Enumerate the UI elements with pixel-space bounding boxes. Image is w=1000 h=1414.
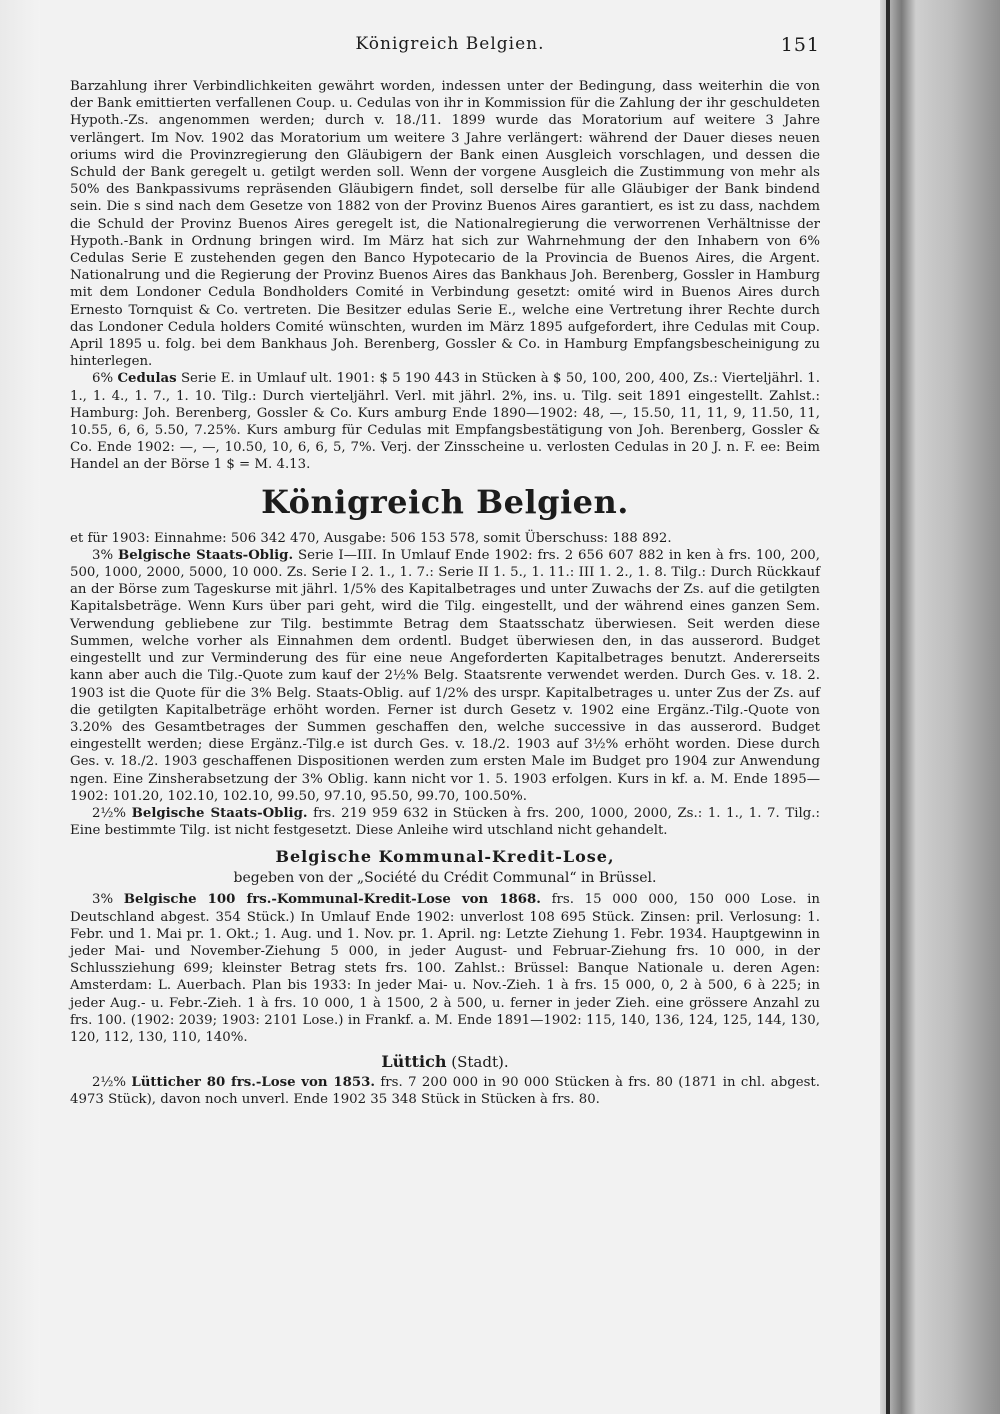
page-gutter <box>0 0 40 1414</box>
running-title: Königreich Belgien. <box>355 34 545 54</box>
argentina-cedulas-entry: 6% Cedulas Serie E. in Umlauf ult. 1901: $ 5 190 443 in Stücken à $ 50, 100, 200, 400, Zs.: Vierteljährl. 1. 1., 1. 4., 1. 7., 1. 10. Tilg.: Durch vierteljährl. Verl. mit jährl. 2%, ins. u. Tilg. seit 1891 eingestellt. Zahlst.: Hamburg: Joh. Berenberg, Gossler & Co. Kurs amburg Ende 1890—1902: 48, —, 15.50, 11, 11, 9, 11.50, 11, 10.55, 6, 6, 5.50, 7.25%. Kurs amburg für Cedulas mit Empfangsbestätigung von Joh. Berenberg, Gossler & Co. Ende 1902: —, —, 10.50, 10, 6, 6, 5, 7%. Verj. der Zinsscheine u. verlosten Cedulas in 20 J. n. F. ee: Beim Handel an der Börse 1 $ = M. 4.13. <box>70 371 820 473</box>
text-column <box>70 78 820 1109</box>
running-header <box>80 34 820 64</box>
entry-title: Belgische 100 frs.-Kommunal-Kredit-Lose von 1868. <box>123 892 541 908</box>
book-edge <box>880 0 1000 1414</box>
kommunal-lose-entry: 3% Belgische 100 frs.-Kommunal-Kredit-Lose von 1868. frs. 15 000 000, 150 000 Lose. in Deutschland abgest. 354 Stück.) In Umlauf Ende 1902: unverlost 108 695 Stück. Zinsen: pril. Verlosung: 1. Febr. und 1. Mai pr. 1. Okt.; 1. Aug. und 1. Nov. pr. 1. April. ng: Letzte Ziehung 1. Febr. 1934. Hauptgewinn in jeder Mai- und November-Ziehung 5 000, in jeder August- und Februar-Ziehung frs. 10 000, in der Schlussziehung 699; kleinster Betrag stets frs. 100. Zahlst.: Brüssel: Banque Nationale u. deren Agen: Amsterdam: L. Auerbach. Plan bis 1933: In jeder Mai- u. Nov.-Zieh. 1 à frs. 15 000, 0, 2 à 500, 6 à 225; in jeder Aug.- u. Febr.-Zieh. 1 à frs. 10 000, 1 à 1500, 2 à 500, u. ferner in jeder Zieh. eine grössere Anzahl zu frs. 100. (1902: 2039; 1903: 2101 Lose.) in Frankf. a. M. Ende 1891—1902: 115, 140, 136, 124, 125, 144, 130, 120, 112, 130, 110, 140%. <box>70 892 820 1045</box>
entry-title: Cedulas <box>117 371 177 387</box>
section-subheading: begeben von der „Société du Crédit Communal“ in Brüssel. <box>233 870 657 887</box>
luettich-lose-entry: 2½% Lütticher 80 frs.-Lose von 1853. frs. 7 200 000 in 90 000 Stücken à frs. 80 (1871 in chl. abgest. 4973 Stück), davon noch unverl. Ende 1902 35 348 Stück in Stücken à frs. 80. <box>70 1075 820 1108</box>
staats-oblig-2-5-entry: 2½% Belgische Staats-Oblig. frs. 219 959 632 in Stücken à frs. 200, 1000, 2000, Zs.: 1. 1., 1. 7. Tilg.: Eine bestimmte Tilg. ist nicht festgesetzt. Diese Anleihe wird utschland nicht gehandelt. <box>70 805 820 839</box>
page-number: 151 <box>780 34 820 56</box>
city-heading: Lüttich (Stadt). <box>381 1052 509 1072</box>
entry-title: Belgische Staats-Oblig. <box>131 805 308 821</box>
budget-line: et für 1903: Einnahme: 506 342 470, Ausgabe: 506 153 578, somit Überschuss: 188 892. <box>70 530 672 546</box>
staats-oblig-3-entry: 3% Belgische Staats-Oblig. Serie I—III. In Umlauf Ende 1902: frs. 2 656 607 882 in ken à frs. 100, 200, 500, 1000, 2000, 5000, 10 000. Zs. Serie I 2. 1., 1. 7.: Serie II 1. 5., 1. 11.: III 1. 2., 1. 8. Tilg.: Durch Rückkauf an der Börse zum Tageskurse mit jährl. 1/5% des Kapitalbetrages und unter Zuwachs der Zs. auf die getilgten Kapitalsbeträge. Wenn Kurs über pari geht, wird die Tilg. eingestellt, und der während eines ganzen Sem. Verwendung gebliebene zur Tilg. bestimmte Betrag dem Staatsschatz überwiesen. Seit werden diese Summen, welche vorher als Einnahmen dem ordentl. Budget überwiesen den, in das ausserord. Budget eingestellt und zur Verminderung des für eine neue Angeforderten Kapitalbetrages benutzt. Andererseits kann aber auch die Tilg.-Quote zum kauf der 2½% Belg. Staatsrente verwendet werden. Durch Ges. v. 18. 2. 1903 ist die Quote für die 3% Belg. Staats-Oblig. auf 1/2% des urspr. Kapitalbetrages u. unter Zus der Zs. auf die getilgten Kapitalbeträge erhöht worden. Ferner ist durch Gesetz v. 1902 eine Ergänz.-Tilg.-Quote von 3.20% des Gesamtbetrages der Summen geschaffen den, welche successive in das ausserord. Budget eingestellt werden; diese Ergänz.-Tilg.e ist durch Ges. v. 18./2. 1903 auf 3½% erhöht worden. Diese durch Ges. v. 18./2. 1903 geschaffenen Dispositionen werden zum ersten Male im Budget pro 1904 zur Anwendung ngen. Eine Zinsherabsetzung der 3% Oblig. kann nicht vor 1. 5. 1903 erfolgen. Kurs in kf. a. M. Ende 1895—1902: 101.20, 102.10, 102.10, 99.50, 97.10, 95.50, 99.70, 100.50%. <box>70 547 820 804</box>
country-heading: Königreich Belgien. <box>261 482 629 521</box>
entry-title: Lütticher 80 frs.-Lose von 1853. <box>131 1075 375 1091</box>
entry-title: Belgische Staats-Oblig. <box>117 547 294 563</box>
argentina-paragraph-1: Barzahlung ihrer Verbindlichkeiten gewährt worden, indessen unter der Bedingung, dass weiterhin die von der Bank emittierten verfallenen Coup. u. Cedulas von ihr in Kommission für die Zahlung der ihr geschuldeten Hypoth.-Zs. angenommen werden; durch v. 18./11. 1899 wurde das Moratorium auf weitere 3 Jahre verlängert. Im Nov. 1902 das Moratorium um weitere 3 Jahre verlängert: während der Dauer dieses neuen oriums wird die Provinzregierung den Gläubigern der Bank einen Ausgleich vorschlagen, und dessen die Schuld der Bank geregelt u. getilgt werden soll. Wenn der vorgene Ausgleich die Zustimmung von mehr als 50% des Bankpassivums repräsenden Gläubigern findet, soll derselbe für alle Gläubiger der Bank bindend sein. Die s sind nach dem Gesetze von 1882 von der Provinz Buenos Aires garantiert, es ist zu dass, nachdem die Schuld der Provinz Buenos Aires geregelt ist, die Nationalregierung die verworrenen Verhältnisse der Hypoth.-Bank in Ordnung bringen wird. Im März hat sich zur Wahrnehmung der den Inhabern von 6% Cedulas Serie E zustehenden gegen den Banco Hypotecario de la Provincia de Buenos Aires, die Argent. Nationalrung und die Regierung der Provinz Buenos Aires das Bankhaus Joh. Berenberg, Gossler in Hamburg mit dem Londoner Cedula Bondholders Comité in Verbindung gesetzt: omité wird in Buenos Aires durch Ernesto Tornquist & Co. vertreten. Die Besitzer edulas Serie E., welche eine Vertretung ihrer Rechte durch das Londoner Cedula holders Comité wünschten, wurden im März 1895 aufgefordert, ihre Cedulas mit Coup. April 1895 u. folg. bei dem Bankhaus Joh. Berenberg, Gossler & Co. in Hamburg Empfangsbescheinigung zu hinterlegen. <box>70 79 820 370</box>
section-heading: Belgische Kommunal-Kredit-Lose, <box>275 847 615 867</box>
